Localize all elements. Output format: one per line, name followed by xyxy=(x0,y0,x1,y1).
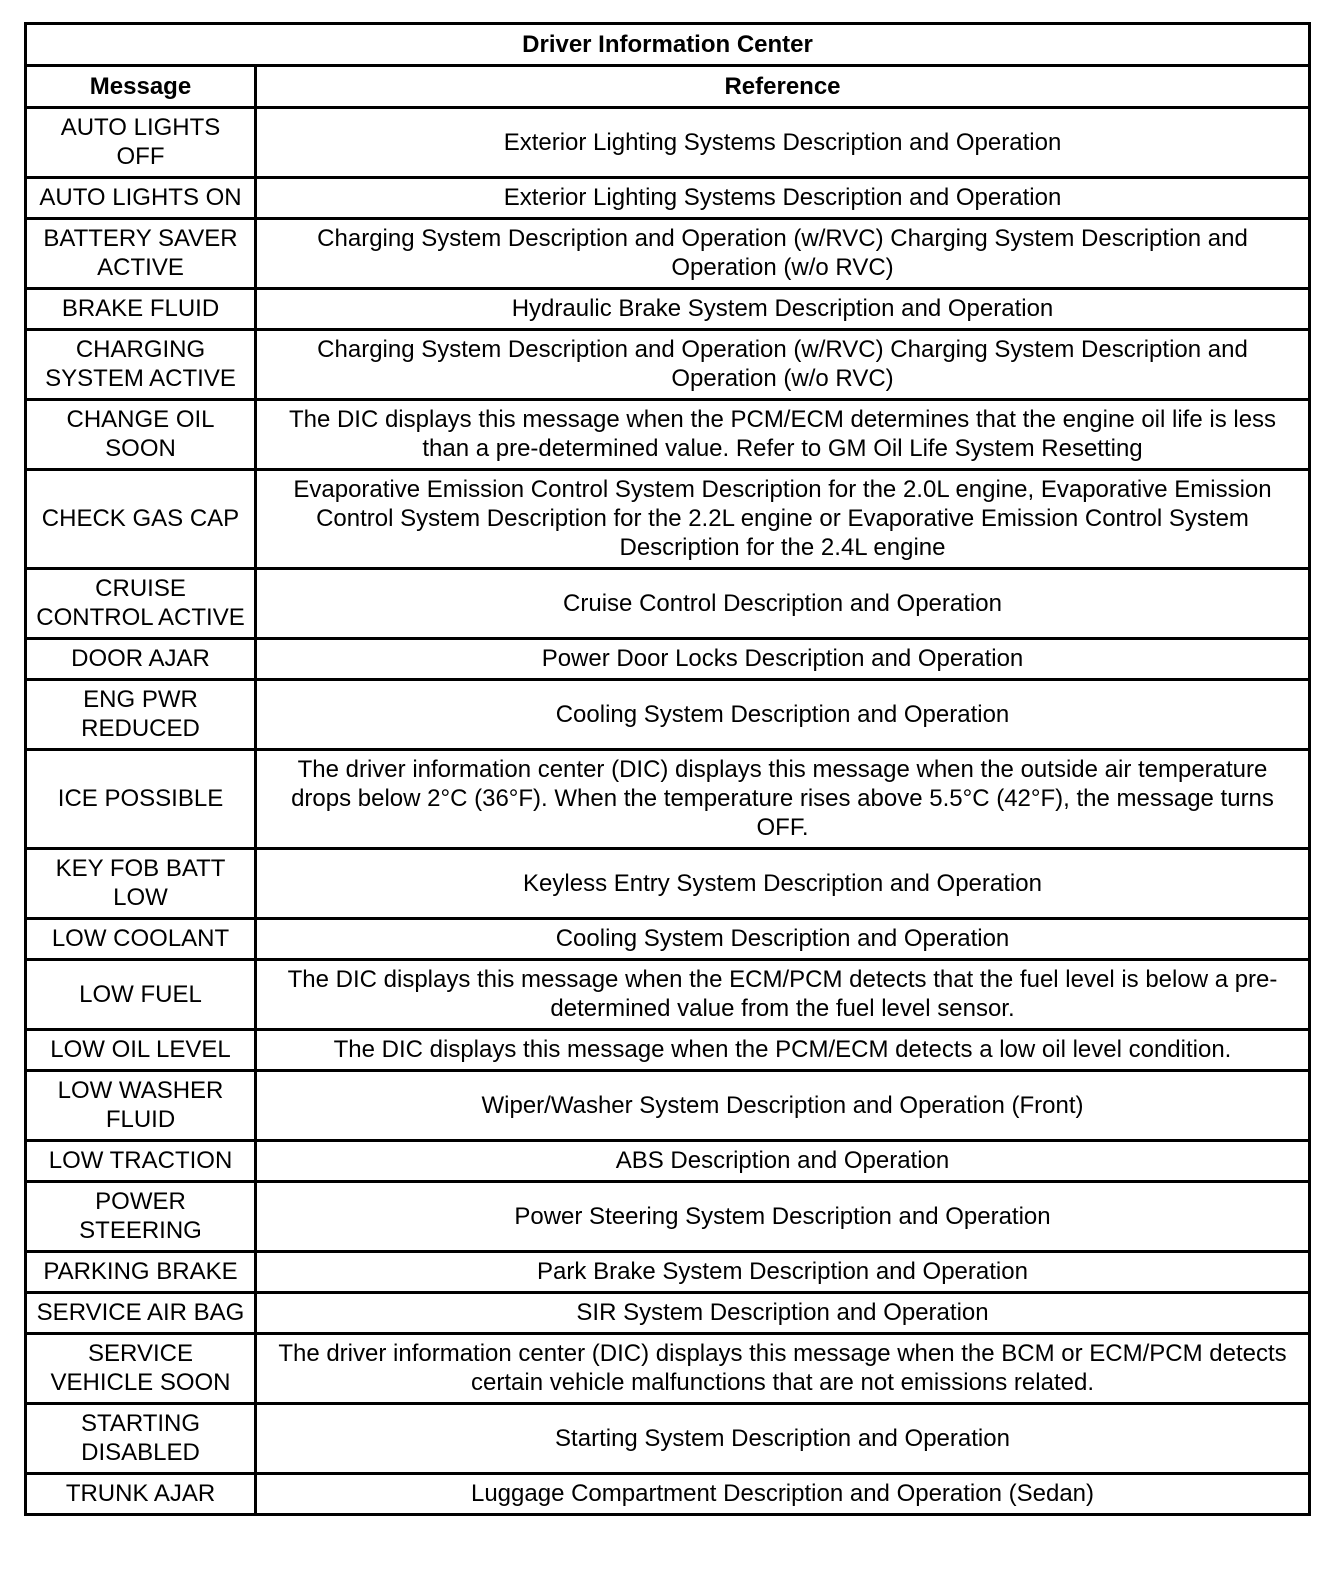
table-row xyxy=(26,289,1310,330)
reference-cell: Keyless Entry System Description and Operation xyxy=(256,849,1310,919)
header-reference: Reference xyxy=(256,66,1310,108)
reference-cell: Starting System Description and Operation xyxy=(256,1404,1310,1474)
table-row xyxy=(26,1334,1310,1404)
table-row xyxy=(26,1252,1310,1293)
table-row xyxy=(26,1474,1310,1515)
table-row xyxy=(26,960,1310,1030)
message-cell: ICE POSSIBLE xyxy=(26,750,256,849)
table-row xyxy=(26,330,1310,400)
table-row xyxy=(26,219,1310,289)
message-cell: SERVICE VEHICLE SOON xyxy=(26,1334,256,1404)
table-row xyxy=(26,1293,1310,1334)
table-row xyxy=(26,470,1310,569)
reference-cell: The driver information center (DIC) displays this message when the outside air temperature drops below 2°C (36°F). When the temperature rises above 5.5°C (42°F), the message turns OFF. xyxy=(256,750,1310,849)
message-cell: TRUNK AJAR xyxy=(26,1474,256,1515)
dic-table xyxy=(24,22,1311,1516)
reference-cell: Hydraulic Brake System Description and Operation xyxy=(256,289,1310,330)
message-cell: AUTO LIGHTS ON xyxy=(26,178,256,219)
reference-cell: Luggage Compartment Description and Operation (Sedan) xyxy=(256,1474,1310,1515)
reference-cell: Charging System Description and Operation (w/RVC) Charging System Description and Operation (w/o RVC) xyxy=(256,330,1310,400)
message-cell: ENG PWR REDUCED xyxy=(26,680,256,750)
table-header-row xyxy=(26,66,1310,108)
message-cell: PARKING BRAKE xyxy=(26,1252,256,1293)
table-title: Driver Information Center xyxy=(26,24,1310,66)
dic-table-container xyxy=(24,22,1308,1516)
reference-cell: SIR System Description and Operation xyxy=(256,1293,1310,1334)
table-row xyxy=(26,849,1310,919)
message-cell: LOW WASHER FLUID xyxy=(26,1071,256,1141)
table-row xyxy=(26,750,1310,849)
table-row xyxy=(26,1182,1310,1252)
reference-cell: Cruise Control Description and Operation xyxy=(256,569,1310,639)
table-row xyxy=(26,178,1310,219)
message-cell: CHECK GAS CAP xyxy=(26,470,256,569)
reference-cell: Cooling System Description and Operation xyxy=(256,919,1310,960)
message-cell: DOOR AJAR xyxy=(26,639,256,680)
reference-cell: The driver information center (DIC) displays this message when the BCM or ECM/PCM detects certain vehicle malfunctions that are not emissions related. xyxy=(256,1334,1310,1404)
message-cell: BRAKE FLUID xyxy=(26,289,256,330)
table-row xyxy=(26,108,1310,178)
message-cell: KEY FOB BATT LOW xyxy=(26,849,256,919)
reference-cell: Wiper/Washer System Description and Operation (Front) xyxy=(256,1071,1310,1141)
reference-cell: Evaporative Emission Control System Description for the 2.0L engine, Evaporative Emission Control System Description for the 2.2L engine or Evaporative Emission Control System Description for the 2.4L engine xyxy=(256,470,1310,569)
message-cell: LOW OIL LEVEL xyxy=(26,1030,256,1071)
message-cell: POWER STEERING xyxy=(26,1182,256,1252)
reference-cell: The DIC displays this message when the PCM/ECM detects a low oil level condition. xyxy=(256,1030,1310,1071)
table-row xyxy=(26,919,1310,960)
message-cell: CHARGING SYSTEM ACTIVE xyxy=(26,330,256,400)
message-cell: CHANGE OIL SOON xyxy=(26,400,256,470)
reference-cell: Park Brake System Description and Operation xyxy=(256,1252,1310,1293)
table-title-row xyxy=(26,24,1310,66)
reference-cell: Charging System Description and Operation (w/RVC) Charging System Description and Operation (w/o RVC) xyxy=(256,219,1310,289)
message-cell: STARTING DISABLED xyxy=(26,1404,256,1474)
table-body xyxy=(26,108,1310,1515)
message-cell: SERVICE AIR BAG xyxy=(26,1293,256,1334)
table-row xyxy=(26,1030,1310,1071)
table-row xyxy=(26,639,1310,680)
table-row xyxy=(26,569,1310,639)
message-cell: CRUISE CONTROL ACTIVE xyxy=(26,569,256,639)
table-row xyxy=(26,1404,1310,1474)
reference-cell: Exterior Lighting Systems Description and Operation xyxy=(256,108,1310,178)
reference-cell: ABS Description and Operation xyxy=(256,1141,1310,1182)
reference-cell: The DIC displays this message when the ECM/PCM detects that the fuel level is below a pre-determined value from the fuel level sensor. xyxy=(256,960,1310,1030)
message-cell: LOW FUEL xyxy=(26,960,256,1030)
reference-cell: Power Steering System Description and Operation xyxy=(256,1182,1310,1252)
table-row xyxy=(26,400,1310,470)
table-row xyxy=(26,1071,1310,1141)
message-cell: BATTERY SAVER ACTIVE xyxy=(26,219,256,289)
reference-cell: Cooling System Description and Operation xyxy=(256,680,1310,750)
message-cell: AUTO LIGHTS OFF xyxy=(26,108,256,178)
message-cell: LOW COOLANT xyxy=(26,919,256,960)
reference-cell: Exterior Lighting Systems Description and Operation xyxy=(256,178,1310,219)
message-cell: LOW TRACTION xyxy=(26,1141,256,1182)
table-row xyxy=(26,1141,1310,1182)
reference-cell: The DIC displays this message when the PCM/ECM determines that the engine oil life is less than a pre-determined value. Refer to GM Oil Life System Resetting xyxy=(256,400,1310,470)
table-row xyxy=(26,680,1310,750)
header-message: Message xyxy=(26,66,256,108)
reference-cell: Power Door Locks Description and Operation xyxy=(256,639,1310,680)
